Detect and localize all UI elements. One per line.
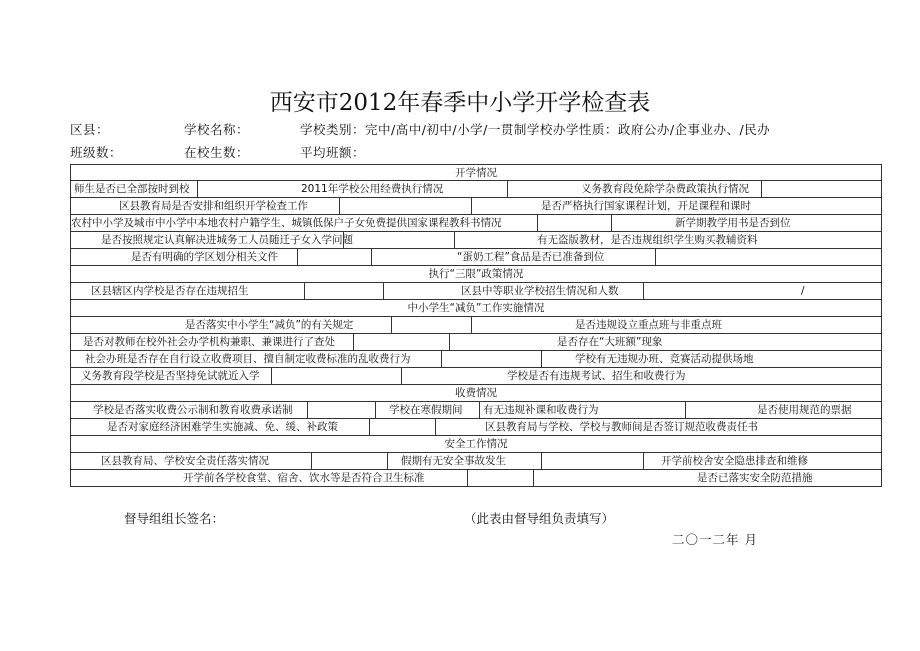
section-anquan: 安全工作情况 <box>444 438 508 450</box>
table-row <box>70 215 882 232</box>
cell-text: 是否存在“大班额”现象 <box>557 336 663 348</box>
section-kaixue: 开学情况 <box>455 167 497 179</box>
cell-text: 开学前校舍安全隐患排查和维修 <box>661 455 808 467</box>
cell-text: 有无违规补课和收费行为 <box>483 404 599 416</box>
class-count-label: 班级数： <box>70 145 123 160</box>
cell-text: 是否对教师在校外社会办学机构兼职、兼课进行了查处 <box>83 336 335 348</box>
cell-divider <box>761 181 762 197</box>
table-row <box>70 351 882 368</box>
table-row <box>70 181 882 198</box>
cell-divider <box>454 232 455 248</box>
section-jianfu: 中小学生“减负”工作实施情况 <box>407 302 545 314</box>
cell-divider <box>435 419 436 435</box>
cell-text: 是否对家庭经济困难学生实施减、免、缓、补政策 <box>107 421 338 433</box>
cell-divider <box>685 402 686 418</box>
cell-text: 师生是否已全部按时到校 <box>74 183 190 195</box>
table-row <box>70 402 882 419</box>
cell-divider <box>611 215 612 231</box>
table-row <box>70 317 882 334</box>
cell-text: 区县教育局与学校、学校与教师间是否签订规范收费责任书 <box>485 421 758 433</box>
school-type-label: 学校类别：完中/高中/初中/小学/一贯制学校办学性质：政府公办/企事业办、/民办 <box>300 122 771 137</box>
cell-divider <box>375 402 376 418</box>
table-row <box>70 232 882 249</box>
cell-divider <box>441 351 442 367</box>
cell-text: 区县中等职业学校招生情况和人数 <box>461 285 619 297</box>
table-row <box>70 419 882 436</box>
cell-divider <box>449 334 450 350</box>
cell-text: 农村中小学及城市中小学中本地农村户籍学生、城镇低保户子女免费提供国家课程教科书情况 <box>71 217 502 229</box>
cell-text: / <box>801 285 805 297</box>
table-row <box>70 334 882 351</box>
cell-text: 学校有无违规办班、竞赛活动提供场地 <box>575 353 754 365</box>
cell-divider <box>479 402 480 418</box>
cell-text: 社会办班是否存在自行设立收费项目、擅自制定收费标准的乱收费行为 <box>85 353 411 365</box>
table-row <box>70 368 882 385</box>
cell-divider <box>297 249 298 265</box>
cell-divider <box>391 317 392 333</box>
cell-divider <box>471 198 472 214</box>
cell-text: 新学期教学用书是否到位 <box>675 217 791 229</box>
cell-text: 义务教育段免除学杂费政策执行情况 <box>581 183 749 195</box>
table-row <box>70 283 882 300</box>
cell-divider <box>271 368 272 384</box>
cell-divider <box>467 470 468 486</box>
table-row <box>70 198 882 215</box>
cell-text: 是否已落实安全防范措施 <box>697 472 813 484</box>
cell-divider <box>339 198 340 214</box>
cell-text: 学校是否有违规考试、招生和收费行为 <box>507 370 686 382</box>
table-row <box>70 453 882 470</box>
avg-class-size-label: 平均班额： <box>300 145 366 160</box>
cell-divider <box>643 283 644 299</box>
cell-divider <box>311 453 312 469</box>
cell-text: “蛋奶工程”食品是否已准备到位 <box>457 251 605 263</box>
cell-divider <box>655 249 656 265</box>
cell-divider <box>197 181 198 197</box>
student-count-label: 在校生数： <box>184 145 250 160</box>
cell-divider <box>304 283 305 299</box>
cell-text: 区县教育局是否安排和组织开学检查工作 <box>119 200 308 212</box>
cell-text: 义务教育段学校是否坚持免试就近入学 <box>81 370 260 382</box>
cell-text: 有无盗版教材，是否违规组织学生购买教辅资料 <box>537 234 758 246</box>
date-line: 二〇一二年 月 <box>672 532 758 547</box>
cell-text: 是否使用规范的票据 <box>757 404 852 416</box>
cell-text: 2011年学校公用经费执行情况 <box>301 183 444 195</box>
cell-divider <box>471 317 472 333</box>
cell-text: 区县教育局、学校安全责任落实情况 <box>101 455 269 467</box>
cell-divider <box>541 453 542 469</box>
cell-divider <box>643 453 644 469</box>
leader-signature-label: 督导组组长签名： <box>124 511 225 526</box>
cell-divider <box>533 470 534 486</box>
section-shoufei: 收费情况 <box>455 387 497 399</box>
inspection-table <box>70 164 882 487</box>
cell-divider <box>343 232 344 248</box>
cell-divider <box>541 351 542 367</box>
section-sanxian: 执行“三限”政策情况 <box>428 268 524 280</box>
fill-note: （此表由督导组负责填写） <box>464 511 615 526</box>
cell-divider <box>371 249 372 265</box>
table-row <box>70 470 882 487</box>
cell-text: 开学前各学校食堂、宿舍、饮水等是否符合卫生标准 <box>183 472 425 484</box>
cell-text: 学校在寒假期间 <box>389 404 463 416</box>
cell-text: 区县辖区内学校是否存在违规招生 <box>91 285 249 297</box>
cell-text: 是否违规设立重点班与非重点班 <box>575 319 722 331</box>
cell-text: 是否按照规定认真解决进城务工人员随迁子女入学问题 <box>101 234 353 246</box>
cell-divider <box>387 453 388 469</box>
cell-divider <box>353 334 354 350</box>
page-title: 西安市2012年春季中小学开学检查表 <box>269 90 651 116</box>
district-label: 区县： <box>70 122 110 137</box>
cell-text: 假期有无安全事故发生 <box>401 455 506 467</box>
section-header-row <box>70 436 882 453</box>
cell-text: 学校是否落实收费公示制和教育收费承诺制 <box>93 404 293 416</box>
cell-divider <box>383 283 384 299</box>
cell-divider <box>507 181 508 197</box>
section-header-row <box>70 164 882 181</box>
section-header-row <box>70 300 882 317</box>
section-header-row <box>70 385 882 402</box>
cell-text: 是否落实中小学生“减负”的有关规定 <box>185 319 354 331</box>
cell-divider <box>307 402 308 418</box>
cell-text: 是否严格执行国家课程计划，开足课程和课时 <box>541 200 751 212</box>
section-header-row <box>70 266 882 283</box>
cell-divider <box>401 368 402 384</box>
cell-text: 是否有明确的学区划分相关文件 <box>131 251 278 263</box>
cell-divider <box>537 215 538 231</box>
table-row <box>70 249 882 266</box>
cell-divider <box>369 419 370 435</box>
school-name-label: 学校名称： <box>184 122 250 137</box>
